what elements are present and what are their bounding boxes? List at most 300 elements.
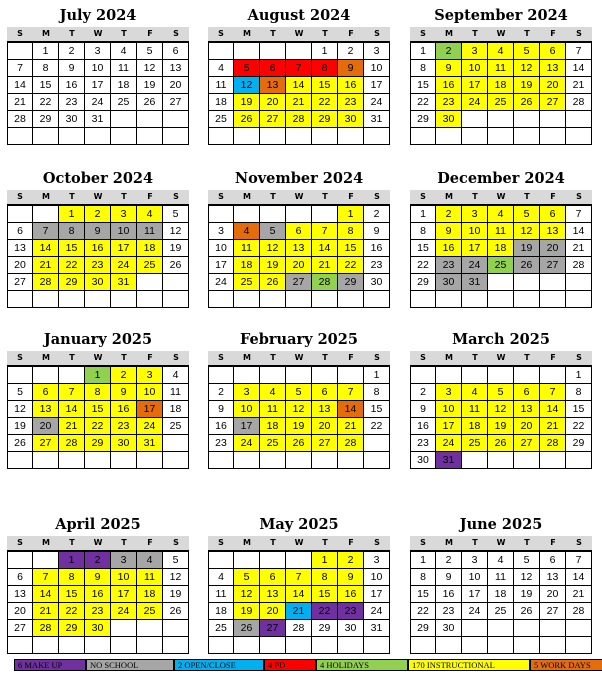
day-cell: 23	[436, 94, 462, 111]
weekday-header-row	[208, 351, 390, 365]
day-cell: 18	[137, 586, 163, 603]
empty-day-cell	[111, 452, 137, 469]
day-cell: 2	[338, 552, 364, 569]
day-cell: 2	[111, 367, 137, 384]
empty-day-cell	[260, 291, 286, 308]
weekday-header: F	[550, 29, 556, 38]
empty-day-cell	[286, 291, 312, 308]
day-cell: 7	[33, 223, 59, 240]
weekday-header: S	[576, 29, 582, 38]
day-cell: 11	[111, 60, 137, 77]
day-cell: 10	[364, 569, 390, 586]
day-cell: 28	[566, 94, 592, 111]
empty-day-cell	[364, 452, 390, 469]
empty-day-cell	[338, 367, 364, 384]
day-cell: 15	[410, 240, 436, 257]
month-april-2025	[7, 514, 189, 654]
weekday-header-row	[410, 27, 592, 41]
day-cell: 25	[488, 257, 514, 274]
weekday-header: T	[524, 29, 530, 38]
day-cell: 16	[436, 240, 462, 257]
day-cell: 18	[488, 586, 514, 603]
day-cell: 15	[410, 586, 436, 603]
day-cell: 29	[33, 111, 59, 128]
day-cell: 6	[7, 223, 33, 240]
day-cell: 19	[137, 77, 163, 94]
day-cell: 29	[410, 274, 436, 291]
day-cell: 9	[59, 60, 85, 77]
day-cell: 13	[540, 223, 566, 240]
weekday-header: T	[322, 353, 328, 362]
day-cell: 7	[540, 384, 566, 401]
day-cell: 10	[462, 569, 488, 586]
day-cell: 23	[436, 257, 462, 274]
day-cell: 2	[85, 552, 111, 569]
weekday-header-row	[410, 536, 592, 550]
day-cell: 23	[364, 257, 390, 274]
day-cell: 5	[7, 384, 33, 401]
day-cell: 13	[260, 586, 286, 603]
empty-day-cell	[163, 274, 189, 291]
day-cell: 9	[111, 384, 137, 401]
day-cell: 7	[286, 569, 312, 586]
day-cell: 31	[137, 435, 163, 452]
weekday-header: M	[445, 29, 453, 38]
empty-day-cell	[410, 128, 436, 145]
empty-day-cell	[462, 111, 488, 128]
month-title: March 2025	[452, 331, 550, 348]
day-cell: 17	[137, 401, 163, 418]
empty-day-cell	[260, 552, 286, 569]
month-february-2025	[208, 329, 390, 469]
empty-day-cell	[234, 637, 260, 654]
day-cell: 29	[85, 435, 111, 452]
weekday-header: T	[69, 538, 75, 547]
empty-day-cell	[137, 111, 163, 128]
day-cell: 20	[7, 603, 33, 620]
day-grid	[208, 204, 390, 308]
day-cell: 22	[85, 418, 111, 435]
empty-day-cell	[462, 452, 488, 469]
empty-day-cell	[514, 274, 540, 291]
empty-day-cell	[488, 452, 514, 469]
day-cell: 14	[312, 240, 338, 257]
weekday-header: M	[445, 353, 453, 362]
day-cell: 21	[286, 94, 312, 111]
day-cell: 15	[33, 77, 59, 94]
day-cell: 5	[514, 206, 540, 223]
empty-day-cell	[436, 291, 462, 308]
day-cell: 13	[260, 77, 286, 94]
day-cell: 17	[111, 586, 137, 603]
empty-day-cell	[410, 291, 436, 308]
empty-day-cell	[410, 637, 436, 654]
empty-day-cell	[234, 128, 260, 145]
empty-day-cell	[540, 128, 566, 145]
day-cell: 22	[364, 418, 390, 435]
empty-day-cell	[234, 552, 260, 569]
day-cell: 7	[286, 60, 312, 77]
day-cell: 18	[260, 418, 286, 435]
empty-day-cell	[540, 367, 566, 384]
weekday-header: T	[121, 353, 127, 362]
day-cell: 6	[286, 223, 312, 240]
day-cell: 25	[488, 603, 514, 620]
month-may-2025	[208, 514, 390, 654]
empty-day-cell	[364, 291, 390, 308]
day-grid	[7, 41, 189, 145]
empty-day-cell	[312, 206, 338, 223]
empty-day-cell	[540, 274, 566, 291]
legend-item-no-school: NO SCHOOL	[86, 659, 174, 671]
day-cell: 10	[111, 569, 137, 586]
day-cell: 4	[137, 206, 163, 223]
day-cell: 25	[208, 620, 234, 637]
day-cell: 8	[410, 60, 436, 77]
day-cell: 8	[312, 569, 338, 586]
day-cell: 10	[111, 223, 137, 240]
day-cell: 2	[208, 384, 234, 401]
day-cell: 20	[7, 257, 33, 274]
weekday-header: S	[17, 538, 23, 547]
weekday-header-row	[7, 190, 189, 204]
day-cell: 11	[163, 384, 189, 401]
day-cell: 28	[286, 620, 312, 637]
day-cell: 16	[59, 77, 85, 94]
day-cell: 20	[540, 240, 566, 257]
empty-day-cell	[364, 128, 390, 145]
weekday-header: T	[472, 353, 478, 362]
day-cell: 28	[338, 435, 364, 452]
day-cell: 6	[7, 569, 33, 586]
day-cell: 5	[163, 552, 189, 569]
day-cell: 1	[410, 206, 436, 223]
weekday-header: M	[42, 353, 50, 362]
weekday-header-row	[7, 351, 189, 365]
day-cell: 17	[234, 418, 260, 435]
day-cell: 30	[436, 274, 462, 291]
empty-day-cell	[436, 637, 462, 654]
day-cell: 24	[137, 418, 163, 435]
day-cell: 11	[137, 223, 163, 240]
day-cell: 20	[312, 418, 338, 435]
day-cell: 19	[514, 586, 540, 603]
empty-day-cell	[111, 111, 137, 128]
day-cell: 10	[137, 384, 163, 401]
day-cell: 21	[566, 77, 592, 94]
empty-day-cell	[312, 367, 338, 384]
legend-item-6-make-up: 6 MAKE UP	[14, 659, 86, 671]
empty-day-cell	[33, 637, 59, 654]
day-cell: 17	[436, 418, 462, 435]
day-grid	[410, 204, 592, 308]
day-cell: 18	[208, 94, 234, 111]
day-cell: 17	[111, 240, 137, 257]
day-cell: 6	[163, 43, 189, 60]
empty-day-cell	[488, 637, 514, 654]
day-cell: 25	[137, 257, 163, 274]
month-title: June 2025	[459, 516, 543, 533]
day-cell: 4	[163, 367, 189, 384]
day-cell: 30	[436, 620, 462, 637]
empty-day-cell	[462, 128, 488, 145]
empty-day-cell	[59, 637, 85, 654]
day-cell: 26	[514, 94, 540, 111]
day-cell: 2	[364, 206, 390, 223]
day-cell: 13	[312, 401, 338, 418]
weekday-header: S	[218, 192, 224, 201]
empty-day-cell	[566, 128, 592, 145]
day-cell: 2	[338, 43, 364, 60]
day-cell: 5	[514, 552, 540, 569]
day-grid	[7, 365, 189, 469]
day-grid	[208, 41, 390, 145]
day-cell: 18	[137, 240, 163, 257]
day-cell: 30	[410, 452, 436, 469]
empty-day-cell	[7, 43, 33, 60]
empty-day-cell	[540, 111, 566, 128]
day-cell: 5	[488, 384, 514, 401]
weekday-header: T	[524, 353, 530, 362]
weekday-header: M	[243, 538, 251, 547]
weekday-header: F	[348, 192, 354, 201]
day-cell: 10	[364, 60, 390, 77]
day-cell: 21	[33, 257, 59, 274]
day-cell: 12	[163, 569, 189, 586]
empty-day-cell	[7, 637, 33, 654]
empty-day-cell	[488, 274, 514, 291]
day-cell: 12	[514, 569, 540, 586]
day-cell: 9	[436, 569, 462, 586]
month-january-2025	[7, 329, 189, 469]
day-cell: 22	[338, 257, 364, 274]
day-cell: 18	[462, 418, 488, 435]
weekday-header: M	[445, 538, 453, 547]
weekday-header: F	[147, 353, 153, 362]
day-cell: 3	[234, 384, 260, 401]
weekday-header: F	[147, 538, 153, 547]
day-cell: 27	[540, 94, 566, 111]
day-cell: 24	[462, 94, 488, 111]
day-cell: 8	[312, 60, 338, 77]
weekday-header: W	[93, 192, 103, 201]
weekday-header: W	[93, 538, 103, 547]
day-cell: 6	[540, 206, 566, 223]
day-cell: 18	[234, 257, 260, 274]
weekday-header: S	[17, 192, 23, 201]
day-cell: 14	[566, 223, 592, 240]
weekday-header: M	[445, 192, 453, 201]
day-cell: 26	[163, 603, 189, 620]
day-cell: 2	[436, 43, 462, 60]
weekday-header: F	[348, 29, 354, 38]
day-grid	[208, 365, 390, 469]
day-cell: 9	[410, 401, 436, 418]
day-cell: 12	[234, 586, 260, 603]
day-cell: 11	[260, 401, 286, 418]
empty-day-cell	[540, 620, 566, 637]
day-cell: 10	[208, 240, 234, 257]
day-cell: 26	[488, 435, 514, 452]
day-cell: 24	[208, 274, 234, 291]
weekday-header: T	[121, 192, 127, 201]
day-cell: 20	[33, 418, 59, 435]
empty-day-cell	[234, 291, 260, 308]
month-title: January 2025	[43, 331, 153, 348]
day-cell: 16	[338, 586, 364, 603]
day-cell: 7	[338, 384, 364, 401]
legend	[14, 659, 602, 671]
weekday-header: M	[42, 192, 50, 201]
empty-day-cell	[163, 111, 189, 128]
weekday-header: F	[147, 192, 153, 201]
empty-day-cell	[33, 206, 59, 223]
weekday-header: F	[348, 353, 354, 362]
weekday-header: M	[42, 29, 50, 38]
weekday-header-row	[7, 27, 189, 41]
empty-day-cell	[59, 291, 85, 308]
weekday-header: S	[374, 29, 380, 38]
weekday-header: W	[294, 353, 304, 362]
legend-item-170-instructional: 170 INSTRUCTIONAL	[408, 659, 530, 671]
day-cell: 16	[436, 586, 462, 603]
day-cell: 27	[260, 111, 286, 128]
day-cell: 11	[208, 77, 234, 94]
day-cell: 25	[208, 111, 234, 128]
empty-day-cell	[488, 291, 514, 308]
day-cell: 26	[7, 435, 33, 452]
day-cell: 6	[540, 552, 566, 569]
day-cell: 3	[111, 552, 137, 569]
weekday-header: T	[121, 538, 127, 547]
empty-day-cell	[33, 452, 59, 469]
empty-day-cell	[260, 367, 286, 384]
weekday-header-row	[410, 351, 592, 365]
day-cell: 14	[566, 60, 592, 77]
day-cell: 4	[488, 552, 514, 569]
empty-day-cell	[462, 291, 488, 308]
day-cell: 13	[514, 401, 540, 418]
day-cell: 23	[338, 94, 364, 111]
day-cell: 1	[59, 206, 85, 223]
day-cell: 28	[33, 274, 59, 291]
month-title: December 2024	[437, 170, 565, 187]
day-cell: 27	[286, 274, 312, 291]
empty-day-cell	[566, 637, 592, 654]
day-cell: 9	[364, 223, 390, 240]
day-cell: 17	[462, 586, 488, 603]
empty-day-cell	[163, 435, 189, 452]
empty-day-cell	[163, 620, 189, 637]
day-grid	[410, 365, 592, 469]
weekday-header: S	[173, 538, 179, 547]
day-cell: 29	[338, 274, 364, 291]
day-cell: 5	[234, 569, 260, 586]
empty-day-cell	[163, 637, 189, 654]
day-cell: 3	[111, 206, 137, 223]
day-cell: 3	[208, 223, 234, 240]
day-cell: 25	[462, 435, 488, 452]
day-cell: 3	[85, 43, 111, 60]
day-cell: 20	[540, 77, 566, 94]
day-cell: 26	[286, 435, 312, 452]
empty-day-cell	[286, 452, 312, 469]
month-title: July 2024	[59, 7, 137, 24]
day-cell: 26	[137, 94, 163, 111]
day-cell: 12	[488, 401, 514, 418]
day-cell: 17	[85, 77, 111, 94]
day-cell: 20	[286, 257, 312, 274]
day-cell: 28	[286, 111, 312, 128]
day-cell: 8	[59, 223, 85, 240]
empty-day-cell	[7, 367, 33, 384]
day-cell: 30	[436, 111, 462, 128]
day-cell: 7	[33, 569, 59, 586]
empty-day-cell	[514, 367, 540, 384]
weekday-header-row	[7, 536, 189, 550]
weekday-header: S	[420, 353, 426, 362]
day-cell: 22	[312, 603, 338, 620]
empty-day-cell	[260, 128, 286, 145]
day-cell: 29	[312, 620, 338, 637]
empty-day-cell	[7, 206, 33, 223]
day-cell: 1	[59, 552, 85, 569]
day-cell: 13	[7, 586, 33, 603]
day-cell: 23	[85, 257, 111, 274]
day-cell: 20	[163, 77, 189, 94]
day-cell: 20	[260, 603, 286, 620]
empty-day-cell	[286, 552, 312, 569]
day-cell: 22	[410, 94, 436, 111]
weekday-header: F	[550, 192, 556, 201]
empty-day-cell	[137, 274, 163, 291]
day-cell: 25	[488, 94, 514, 111]
empty-day-cell	[59, 452, 85, 469]
day-cell: 6	[312, 384, 338, 401]
day-cell: 16	[111, 401, 137, 418]
empty-day-cell	[234, 206, 260, 223]
weekday-header: S	[576, 192, 582, 201]
day-cell: 24	[462, 257, 488, 274]
empty-day-cell	[208, 291, 234, 308]
empty-day-cell	[462, 637, 488, 654]
day-cell: 8	[85, 384, 111, 401]
month-title: August 2024	[247, 7, 351, 24]
day-cell: 16	[338, 77, 364, 94]
weekday-header: W	[496, 353, 506, 362]
day-cell: 13	[163, 60, 189, 77]
legend-item-4-pd: 4 PD	[264, 659, 316, 671]
day-cell: 31	[111, 274, 137, 291]
day-cell: 15	[85, 401, 111, 418]
month-october-2024	[7, 168, 189, 308]
empty-day-cell	[462, 620, 488, 637]
day-cell: 29	[410, 111, 436, 128]
empty-day-cell	[286, 43, 312, 60]
weekday-header: T	[524, 538, 530, 547]
weekday-header: F	[147, 29, 153, 38]
empty-day-cell	[338, 637, 364, 654]
empty-day-cell	[208, 367, 234, 384]
day-cell: 13	[7, 240, 33, 257]
day-cell: 5	[234, 60, 260, 77]
day-cell: 12	[234, 77, 260, 94]
day-cell: 3	[137, 367, 163, 384]
empty-day-cell	[137, 128, 163, 145]
day-cell: 16	[85, 240, 111, 257]
weekday-header: W	[496, 538, 506, 547]
day-cell: 9	[208, 401, 234, 418]
